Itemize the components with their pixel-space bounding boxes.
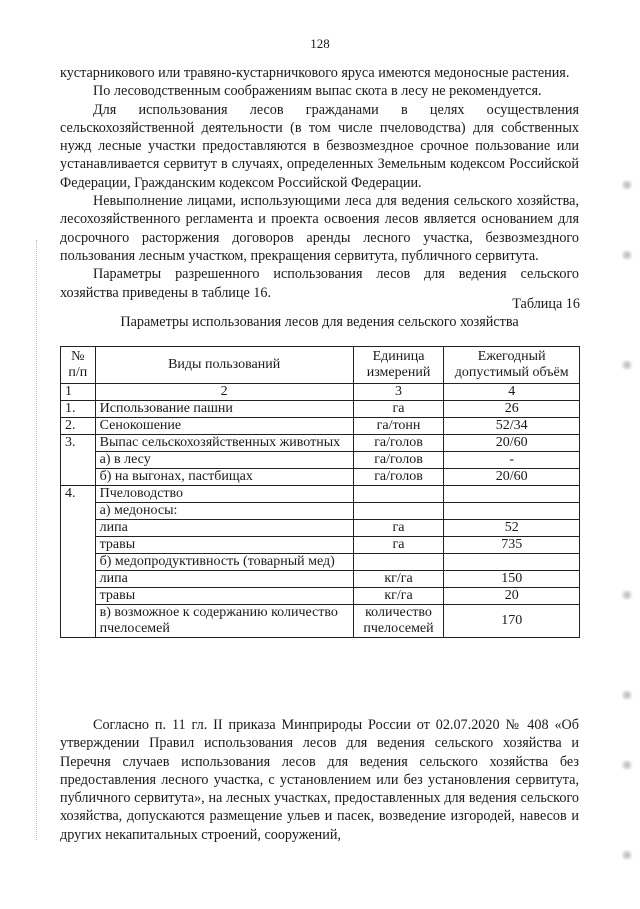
column-number: 2 <box>95 384 353 401</box>
parameters-table <box>60 346 580 638</box>
table-label: Таблица 16 <box>512 296 580 312</box>
annual-volume-cell <box>444 486 580 503</box>
table-row <box>61 469 580 486</box>
page-number: 128 <box>310 36 330 51</box>
unit-cell <box>353 486 444 503</box>
usage-type-cell: липа <box>95 520 353 537</box>
header-unit: Единица измерений <box>353 347 444 384</box>
table-header-row <box>61 347 580 384</box>
unit-cell: кг/га <box>353 571 444 588</box>
unit-cell: га <box>353 520 444 537</box>
column-number-row <box>61 384 580 401</box>
table-row <box>61 486 580 503</box>
table-row <box>61 418 580 435</box>
paragraph: Невыполнение лицами, использующими леса для ведения сельского хозяйства, лесохозяйственного регламента и проекта освоения лесов является основанием для досрочного расторжения договоров аренды лесного участка, безвозмездного пользования лесным участком, прекращения сервитута, публичного сервитута. <box>60 193 579 264</box>
unit-cell: га/тонн <box>353 418 444 435</box>
table-row <box>61 452 580 469</box>
annual-volume-cell: 20/60 <box>444 435 580 452</box>
usage-type-cell: липа <box>95 571 353 588</box>
header-annual-volume: Ежегодный допустимый объём <box>444 347 580 384</box>
unit-cell: кг/га <box>353 588 444 605</box>
unit-cell: количество пчелосемей <box>353 605 444 638</box>
body-text-top <box>60 64 579 302</box>
header-number: № п/п <box>61 347 96 384</box>
row-number: 1. <box>61 401 96 418</box>
annual-volume-cell: 52/34 <box>444 418 580 435</box>
annual-volume-cell: 52 <box>444 520 580 537</box>
table-row <box>61 401 580 418</box>
scan-speck <box>618 760 636 770</box>
usage-type-cell: а) в лесу <box>95 452 353 469</box>
unit-cell: га <box>353 401 444 418</box>
scan-margin-line <box>36 240 38 840</box>
column-number: 3 <box>353 384 444 401</box>
scan-speck <box>618 690 636 700</box>
scan-speck <box>618 180 636 190</box>
usage-type-cell: б) медопродуктивность (товарный мед) <box>95 554 353 571</box>
paragraph: По лесоводственным соображениям выпас скота в лесу не рекомендуется. <box>93 83 542 100</box>
annual-volume-cell: 20 <box>444 588 580 605</box>
annual-volume-cell: 150 <box>444 571 580 588</box>
scan-speck <box>618 250 636 260</box>
annual-volume-cell: - <box>444 452 580 469</box>
unit-cell: га/голов <box>353 469 444 486</box>
table-row <box>61 605 580 638</box>
scan-speck <box>618 590 636 600</box>
usage-type-cell: б) на выгонах, пастбищах <box>95 469 353 486</box>
annual-volume-cell: 170 <box>444 605 580 638</box>
paragraph: Для использования лесов гражданами в целях осуществления сельскохозяйственной деятельности (в том числе пчеловодства) для собственных нужд лесные участки предоставляются в безвозмездное срочное пользование или устанавливается сервитут в случаях, определенных Земельным кодексом Российской Федерации, Гражданским кодексом Российской Федерации. <box>60 101 579 191</box>
table-row <box>61 554 580 571</box>
usage-type-cell: а) медоносы: <box>95 503 353 520</box>
paragraph: кустарникового или травяно-кустарничкового яруса имеются медоносные растения. <box>60 65 570 81</box>
usage-type-cell: Использование пашни <box>95 401 353 418</box>
table-row <box>61 520 580 537</box>
annual-volume-cell: 735 <box>444 537 580 554</box>
usage-type-cell: Пчеловодство <box>95 486 353 503</box>
usage-type-cell: в) возможное к содержанию количество пчелосемей <box>95 605 353 638</box>
paragraph: Параметры разрешенного использования лесов для ведения сельского хозяйства приведены в таблице 16. <box>60 266 579 301</box>
column-number: 1 <box>61 384 96 401</box>
table-title: Параметры использования лесов для ведения сельского хозяйства <box>120 314 519 330</box>
annual-volume-cell: 26 <box>444 401 580 418</box>
table-row <box>61 503 580 520</box>
row-number: 4. <box>61 486 96 638</box>
row-number: 2. <box>61 418 96 435</box>
unit-cell: га/голов <box>353 435 444 452</box>
paragraph: Согласно п. 11 гл. II приказа Минприроды России от 02.07.2020 № 408 «Об утверждении Правил использования лесов для ведения сельского хозяйства и Перечня случаев использования лесов для ведения сельского хозяйства без предоставления лесного участка, с установлением или без установления сервитута, публичного сервитута», на лесных участках, предоставленных для ведения сельского хозяйства, допускаются размещение ульев и пасек, возведение изгородей, навесов и других некапитальных строений, сооружений, <box>60 717 579 843</box>
annual-volume-cell <box>444 503 580 520</box>
table-row <box>61 588 580 605</box>
table-row <box>61 435 580 452</box>
table-row <box>61 537 580 554</box>
unit-cell <box>353 554 444 571</box>
usage-type-cell: травы <box>95 537 353 554</box>
usage-type-cell: Сенокошение <box>95 418 353 435</box>
scan-speck <box>618 360 636 370</box>
unit-cell <box>353 503 444 520</box>
unit-cell: га <box>353 537 444 554</box>
annual-volume-cell: 20/60 <box>444 469 580 486</box>
body-text-bottom <box>60 716 579 844</box>
usage-type-cell: травы <box>95 588 353 605</box>
scan-speck <box>618 850 636 860</box>
annual-volume-cell <box>444 554 580 571</box>
row-number: 3. <box>61 435 96 486</box>
table-row <box>61 571 580 588</box>
header-usage-type: Виды пользований <box>95 347 353 384</box>
usage-type-cell: Выпас сельскохозяйственных животных <box>95 435 353 452</box>
column-number: 4 <box>444 384 580 401</box>
unit-cell: га/голов <box>353 452 444 469</box>
